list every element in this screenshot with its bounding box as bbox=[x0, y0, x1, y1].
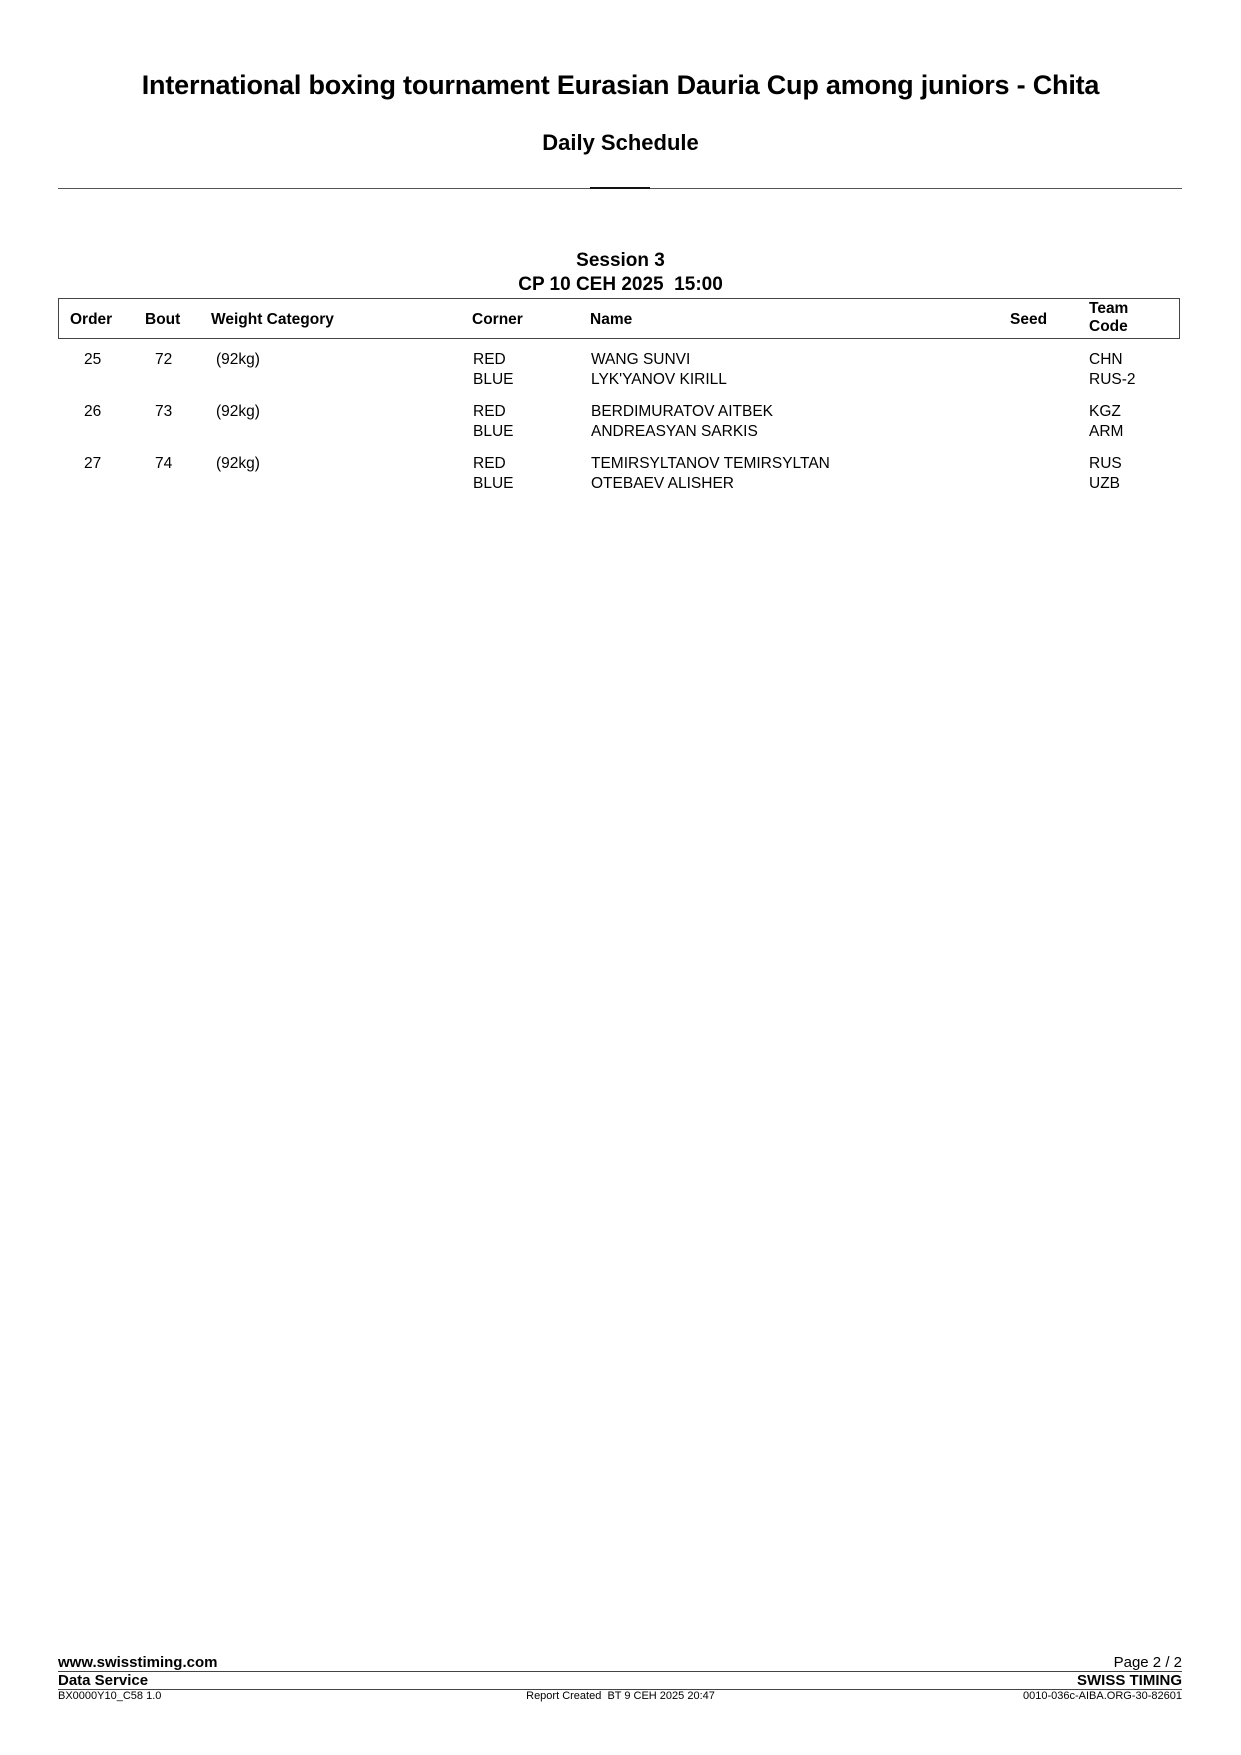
boxer-name-red: WANG SUNVI bbox=[591, 351, 691, 368]
column-header-weight: Weight Category bbox=[211, 311, 334, 328]
boxer-name-blue: LYK'YANOV KIRILL bbox=[591, 371, 727, 388]
footer-brand: SWISS TIMING bbox=[1077, 1672, 1182, 1689]
report-code: BX0000Y10_C58 1.0 bbox=[58, 1690, 162, 1702]
team-code-red: CHN bbox=[1089, 351, 1123, 368]
header-divider-mark bbox=[590, 187, 650, 189]
team-code-blue: ARM bbox=[1089, 423, 1124, 440]
column-header-team-line1: Team bbox=[1089, 300, 1129, 317]
boxer-name-red: BERDIMURATOV AITBEK bbox=[591, 403, 774, 420]
document-subtitle: Daily Schedule bbox=[542, 130, 699, 155]
corner-blue: BLUE bbox=[473, 423, 514, 440]
bout-cell: 74 bbox=[155, 455, 173, 472]
footer-divider-top bbox=[58, 1671, 1182, 1672]
bout-cell: 73 bbox=[155, 403, 173, 420]
column-header-corner: Corner bbox=[472, 311, 523, 328]
team-code-red: RUS bbox=[1089, 455, 1122, 472]
corner-red: RED bbox=[473, 403, 506, 420]
table-row bbox=[58, 454, 1182, 494]
report-created: Report Created BT 9 CEH 2025 20:47 bbox=[526, 1690, 715, 1702]
boxer-name-red: TEMIRSYLTANOV TEMIRSYLTAN bbox=[591, 455, 830, 472]
column-header-bout: Bout bbox=[145, 311, 181, 328]
weight-cell: (92kg) bbox=[216, 455, 260, 472]
column-header-team-code bbox=[1089, 300, 1128, 336]
corner-blue: BLUE bbox=[473, 475, 514, 492]
session-date: CP 10 CEH 2025 15:00 bbox=[518, 274, 723, 295]
team-code-blue: RUS-2 bbox=[1089, 371, 1136, 388]
table-row bbox=[58, 350, 1182, 390]
column-header-seed: Seed bbox=[1010, 311, 1048, 328]
boxer-name-blue: ANDREASYAN SARKIS bbox=[591, 423, 758, 440]
column-header-name: Name bbox=[590, 311, 633, 328]
corner-red: RED bbox=[473, 351, 506, 368]
order-cell: 26 bbox=[84, 403, 102, 420]
session-title: Session 3 bbox=[576, 250, 665, 271]
weight-cell: (92kg) bbox=[216, 403, 260, 420]
bout-cell: 72 bbox=[155, 351, 173, 368]
order-cell: 25 bbox=[84, 351, 102, 368]
team-code-blue: UZB bbox=[1089, 475, 1120, 492]
column-header-order: Order bbox=[70, 311, 113, 328]
order-cell: 27 bbox=[84, 455, 102, 472]
weight-cell: (92kg) bbox=[216, 351, 260, 368]
corner-blue: BLUE bbox=[473, 371, 514, 388]
corner-red: RED bbox=[473, 455, 506, 472]
table-header bbox=[58, 298, 1180, 339]
page-number: Page 2 / 2 bbox=[1113, 1654, 1182, 1671]
footer-website-link[interactable]: www.swisstiming.com bbox=[58, 1654, 218, 1671]
team-code-red: KGZ bbox=[1089, 403, 1121, 420]
report-id: 0010-036c-AIBA.ORG-30-82601 bbox=[1023, 1690, 1182, 1702]
column-header-team-line2: Code bbox=[1089, 318, 1128, 335]
table-row bbox=[58, 402, 1182, 442]
boxer-name-blue: OTEBAEV ALISHER bbox=[591, 475, 734, 492]
footer-service-label: Data Service bbox=[58, 1672, 149, 1689]
document-title: International boxing tournament Eurasian Dauria Cup among juniors - Chita bbox=[141, 70, 1100, 100]
